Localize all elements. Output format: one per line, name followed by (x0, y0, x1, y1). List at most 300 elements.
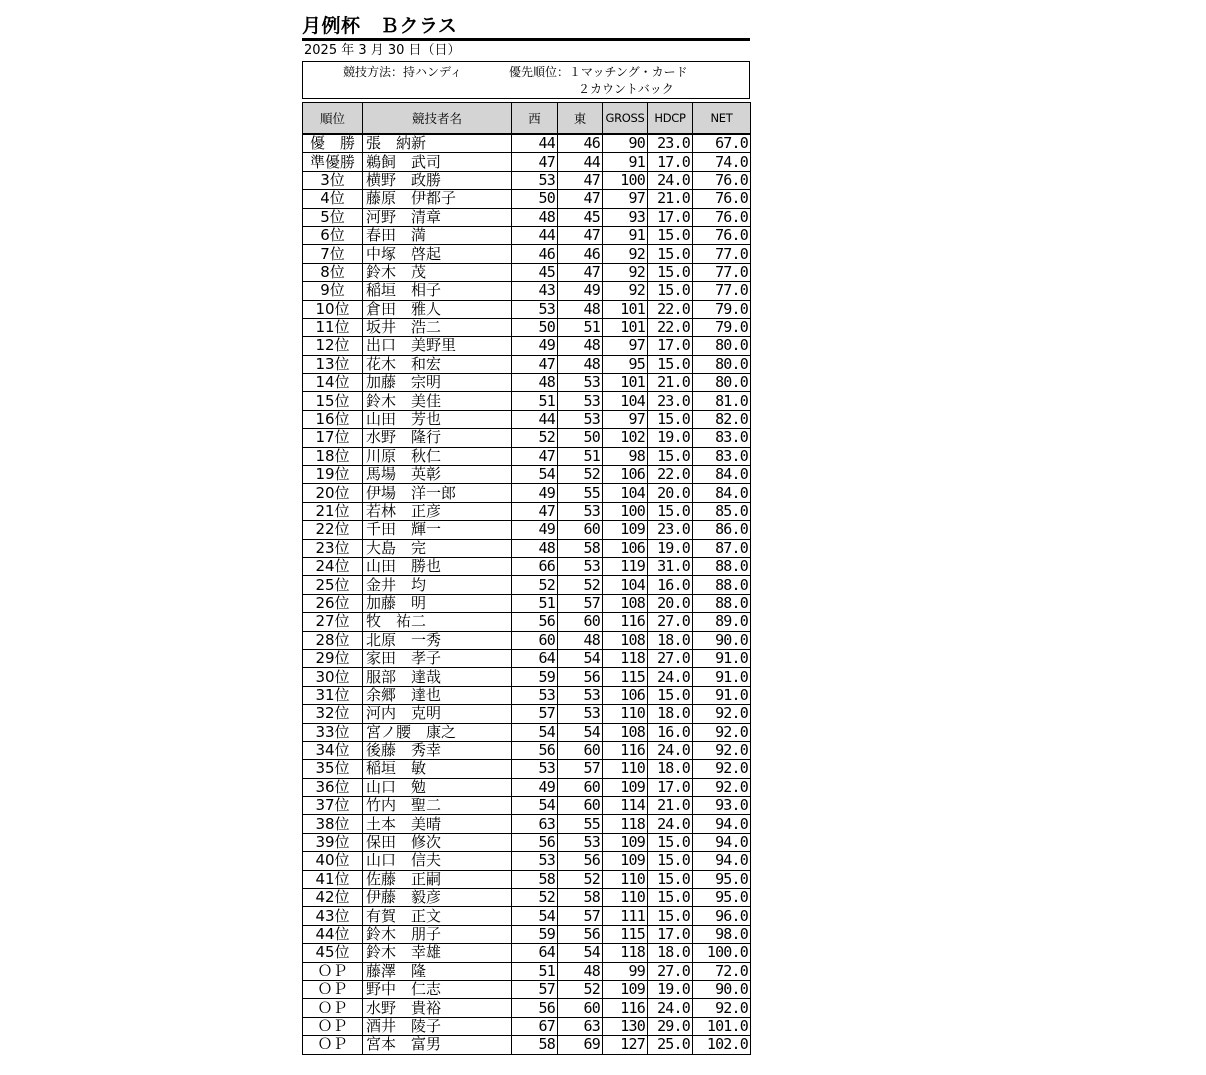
gross-cell: 106 (603, 466, 648, 484)
gross-cell: 114 (603, 797, 648, 815)
west-score-cell: 54 (512, 907, 558, 925)
east-score-cell: 54 (558, 649, 603, 667)
net-cell: 93.0 (693, 797, 751, 815)
west-score-cell: 63 (512, 815, 558, 833)
table-row (303, 484, 751, 502)
priority-rule-2: ２カウントバック (578, 82, 674, 96)
west-score-cell: 56 (512, 833, 558, 851)
name-cell: 後藤 秀幸 (363, 741, 512, 759)
west-score-cell: 47 (512, 502, 558, 520)
name-cell: 藤原 伊都子 (363, 190, 512, 208)
gross-cell: 104 (603, 576, 648, 594)
hdcp-cell: 15.0 (648, 833, 693, 851)
east-score-cell: 47 (558, 171, 603, 189)
west-score-cell: 44 (512, 410, 558, 428)
name-cell: 坂井 浩二 (363, 318, 512, 336)
table-row (303, 263, 751, 281)
rank-cell: ＯＰ (303, 980, 363, 998)
hdcp-cell: 17.0 (648, 208, 693, 226)
east-score-cell: 45 (558, 208, 603, 226)
table-row (303, 649, 751, 667)
east-score-cell: 44 (558, 153, 603, 171)
west-score-cell: 58 (512, 870, 558, 888)
hdcp-cell: 22.0 (648, 300, 693, 318)
table-row (303, 282, 751, 300)
east-score-cell: 48 (558, 337, 603, 355)
rank-cell: 16位 (303, 410, 363, 428)
name-cell: 野中 仁志 (363, 980, 512, 998)
net-cell: 92.0 (693, 760, 751, 778)
page-title: 月例杯 Ｂクラス (302, 15, 458, 37)
west-score-cell: 51 (512, 962, 558, 980)
name-cell: 鈴木 茂 (363, 263, 512, 281)
west-score-cell: 60 (512, 631, 558, 649)
net-cell: 76.0 (693, 190, 751, 208)
table-row (303, 557, 751, 575)
hdcp-cell: 15.0 (648, 282, 693, 300)
east-score-cell: 56 (558, 668, 603, 686)
hdcp-cell: 15.0 (648, 686, 693, 704)
name-cell: 大島 完 (363, 539, 512, 557)
west-score-cell: 58 (512, 1036, 558, 1054)
gross-cell: 116 (603, 613, 648, 631)
east-score-cell: 55 (558, 815, 603, 833)
west-score-cell: 64 (512, 944, 558, 962)
west-score-cell: 50 (512, 318, 558, 336)
east-score-cell: 50 (558, 429, 603, 447)
gross-cell: 92 (603, 263, 648, 281)
table-row (303, 1017, 751, 1035)
net-cell: 88.0 (693, 576, 751, 594)
net-cell: 79.0 (693, 318, 751, 336)
east-score-cell: 53 (558, 705, 603, 723)
west-score-cell: 54 (512, 466, 558, 484)
table-row (303, 741, 751, 759)
east-score-cell: 60 (558, 521, 603, 539)
west-score-cell: 56 (512, 741, 558, 759)
table-row (303, 1036, 751, 1054)
table-row (303, 429, 751, 447)
hdcp-cell: 19.0 (648, 980, 693, 998)
hdcp-cell: 15.0 (648, 502, 693, 520)
west-score-cell: 52 (512, 576, 558, 594)
west-score-cell: 67 (512, 1017, 558, 1035)
east-score-cell: 47 (558, 263, 603, 281)
east-score-cell: 53 (558, 833, 603, 851)
table-row (303, 723, 751, 741)
rank-cell: 準優勝 (303, 153, 363, 171)
net-cell: 81.0 (693, 392, 751, 410)
east-score-cell: 57 (558, 594, 603, 612)
name-cell: 出口 美野里 (363, 337, 512, 355)
west-score-cell: 53 (512, 760, 558, 778)
table-row (303, 925, 751, 943)
west-score-cell: 53 (512, 686, 558, 704)
table-row (303, 539, 751, 557)
net-cell: 100.0 (693, 944, 751, 962)
hdcp-cell: 27.0 (648, 962, 693, 980)
west-score-cell: 53 (512, 171, 558, 189)
hdcp-cell: 15.0 (648, 447, 693, 465)
rank-cell: 45位 (303, 944, 363, 962)
hdcp-cell: 15.0 (648, 410, 693, 428)
name-cell: 張 納新 (363, 134, 512, 153)
east-score-cell: 53 (558, 392, 603, 410)
hdcp-cell: 20.0 (648, 484, 693, 502)
net-cell: 77.0 (693, 282, 751, 300)
gross-cell: 108 (603, 723, 648, 741)
gross-cell: 109 (603, 833, 648, 851)
name-cell: 北原 一秀 (363, 631, 512, 649)
rank-cell: 3位 (303, 171, 363, 189)
hdcp-cell: 16.0 (648, 723, 693, 741)
hdcp-cell: 17.0 (648, 337, 693, 355)
rank-cell: 10位 (303, 300, 363, 318)
gross-cell: 98 (603, 447, 648, 465)
gross-cell: 104 (603, 484, 648, 502)
east-score-cell: 48 (558, 962, 603, 980)
west-score-cell: 47 (512, 355, 558, 373)
name-cell: 若林 正彦 (363, 502, 512, 520)
rank-cell: 30位 (303, 668, 363, 686)
table-row (303, 668, 751, 686)
hdcp-cell: 15.0 (648, 263, 693, 281)
col-header-east: 東 (558, 103, 603, 135)
name-cell: 山口 勉 (363, 778, 512, 796)
table-row (303, 594, 751, 612)
rank-cell: 34位 (303, 741, 363, 759)
net-cell: 91.0 (693, 668, 751, 686)
name-cell: 有賀 正文 (363, 907, 512, 925)
west-score-cell: 49 (512, 337, 558, 355)
rank-cell: ＯＰ (303, 999, 363, 1017)
name-cell: 水野 隆行 (363, 429, 512, 447)
table-row (303, 686, 751, 704)
gross-cell: 130 (603, 1017, 648, 1035)
net-cell: 67.0 (693, 134, 751, 153)
hdcp-cell: 16.0 (648, 576, 693, 594)
hdcp-cell: 18.0 (648, 705, 693, 723)
hdcp-cell: 18.0 (648, 631, 693, 649)
name-cell: 鵜飼 武司 (363, 153, 512, 171)
gross-cell: 111 (603, 907, 648, 925)
name-cell: 山田 勝也 (363, 557, 512, 575)
east-score-cell: 48 (558, 355, 603, 373)
rank-cell: 42位 (303, 889, 363, 907)
hdcp-cell: 21.0 (648, 797, 693, 815)
rank-cell: 43位 (303, 907, 363, 925)
hdcp-cell: 20.0 (648, 594, 693, 612)
rank-cell: 優 勝 (303, 134, 363, 153)
name-cell: 家田 孝子 (363, 649, 512, 667)
east-score-cell: 52 (558, 980, 603, 998)
name-cell: 山田 芳也 (363, 410, 512, 428)
east-score-cell: 54 (558, 944, 603, 962)
name-cell: 水野 貴裕 (363, 999, 512, 1017)
rank-cell: 39位 (303, 833, 363, 851)
rank-cell: 33位 (303, 723, 363, 741)
hdcp-cell: 24.0 (648, 741, 693, 759)
rank-cell: 15位 (303, 392, 363, 410)
gross-cell: 97 (603, 410, 648, 428)
gross-cell: 101 (603, 300, 648, 318)
east-score-cell: 47 (558, 226, 603, 244)
table-row (303, 208, 751, 226)
table-row (303, 944, 751, 962)
west-score-cell: 52 (512, 429, 558, 447)
gross-cell: 115 (603, 668, 648, 686)
gross-cell: 100 (603, 502, 648, 520)
name-cell: 鈴木 幸雄 (363, 944, 512, 962)
name-cell: 土本 美晴 (363, 815, 512, 833)
rank-cell: 22位 (303, 521, 363, 539)
name-cell: 余郷 達也 (363, 686, 512, 704)
east-score-cell: 52 (558, 576, 603, 594)
net-cell: 74.0 (693, 153, 751, 171)
hdcp-cell: 24.0 (648, 668, 693, 686)
net-cell: 94.0 (693, 833, 751, 851)
hdcp-cell: 19.0 (648, 539, 693, 557)
gross-cell: 118 (603, 649, 648, 667)
net-cell: 84.0 (693, 466, 751, 484)
gross-cell: 101 (603, 318, 648, 336)
table-row (303, 153, 751, 171)
gross-cell: 97 (603, 190, 648, 208)
net-cell: 86.0 (693, 521, 751, 539)
event-date: 2025 年 3 月 30 日（日） (304, 43, 461, 58)
east-score-cell: 69 (558, 1036, 603, 1054)
table-row (303, 999, 751, 1017)
net-cell: 87.0 (693, 539, 751, 557)
rank-cell: 23位 (303, 539, 363, 557)
east-score-cell: 52 (558, 466, 603, 484)
rank-cell: 40位 (303, 852, 363, 870)
rank-cell: 8位 (303, 263, 363, 281)
table-row (303, 889, 751, 907)
name-cell: 保田 修次 (363, 833, 512, 851)
hdcp-cell: 23.0 (648, 134, 693, 153)
net-cell: 91.0 (693, 649, 751, 667)
competition-method: 競技方法：持ハンディ (343, 65, 463, 79)
east-score-cell: 53 (558, 374, 603, 392)
name-cell: 花木 和宏 (363, 355, 512, 373)
table-row (303, 907, 751, 925)
net-cell: 92.0 (693, 999, 751, 1017)
net-cell: 79.0 (693, 300, 751, 318)
west-score-cell: 51 (512, 392, 558, 410)
west-score-cell: 49 (512, 484, 558, 502)
net-cell: 83.0 (693, 429, 751, 447)
col-header-gross: GROSS (603, 103, 648, 135)
west-score-cell: 45 (512, 263, 558, 281)
name-cell: 鈴木 美佳 (363, 392, 512, 410)
east-score-cell: 60 (558, 613, 603, 631)
gross-cell: 119 (603, 557, 648, 575)
gross-cell: 118 (603, 944, 648, 962)
name-cell: 山口 信夫 (363, 852, 512, 870)
gross-cell: 90 (603, 134, 648, 153)
gross-cell: 109 (603, 980, 648, 998)
name-cell: 鈴木 朋子 (363, 925, 512, 943)
name-cell: 馬場 英彰 (363, 466, 512, 484)
table-row (303, 318, 751, 336)
east-score-cell: 53 (558, 686, 603, 704)
rank-cell: 25位 (303, 576, 363, 594)
net-cell: 92.0 (693, 778, 751, 796)
table-row (303, 980, 751, 998)
gross-cell: 108 (603, 594, 648, 612)
rank-cell: 26位 (303, 594, 363, 612)
net-cell: 88.0 (693, 557, 751, 575)
east-score-cell: 51 (558, 318, 603, 336)
west-score-cell: 53 (512, 300, 558, 318)
east-score-cell: 51 (558, 447, 603, 465)
net-cell: 92.0 (693, 705, 751, 723)
net-cell: 80.0 (693, 374, 751, 392)
gross-cell: 99 (603, 962, 648, 980)
hdcp-cell: 22.0 (648, 318, 693, 336)
gross-cell: 116 (603, 999, 648, 1017)
east-score-cell: 56 (558, 852, 603, 870)
rank-cell: 37位 (303, 797, 363, 815)
hdcp-cell: 31.0 (648, 557, 693, 575)
east-score-cell: 53 (558, 557, 603, 575)
rank-cell: 29位 (303, 649, 363, 667)
east-score-cell: 55 (558, 484, 603, 502)
table-row (303, 502, 751, 520)
name-cell: 稲垣 相子 (363, 282, 512, 300)
gross-cell: 102 (603, 429, 648, 447)
table-row (303, 576, 751, 594)
west-score-cell: 49 (512, 521, 558, 539)
rank-cell: 14位 (303, 374, 363, 392)
table-row (303, 833, 751, 851)
table-row (303, 815, 751, 833)
hdcp-cell: 29.0 (648, 1017, 693, 1035)
rank-cell: ＯＰ (303, 1017, 363, 1035)
hdcp-cell: 24.0 (648, 171, 693, 189)
hdcp-cell: 23.0 (648, 521, 693, 539)
west-score-cell: 66 (512, 557, 558, 575)
table-row (303, 631, 751, 649)
table-row (303, 226, 751, 244)
name-cell: 佐藤 正嗣 (363, 870, 512, 888)
net-cell: 85.0 (693, 502, 751, 520)
name-cell: 金井 均 (363, 576, 512, 594)
table-row (303, 613, 751, 631)
net-cell: 83.0 (693, 447, 751, 465)
name-cell: 加藤 明 (363, 594, 512, 612)
name-cell: 服部 達哉 (363, 668, 512, 686)
net-cell: 77.0 (693, 263, 751, 281)
net-cell: 102.0 (693, 1036, 751, 1054)
rank-cell: 5位 (303, 208, 363, 226)
east-score-cell: 56 (558, 925, 603, 943)
priority-rule-1: 優先順位：１マッチング・カード (509, 65, 688, 79)
hdcp-cell: 17.0 (648, 925, 693, 943)
name-cell: 河野 清章 (363, 208, 512, 226)
east-score-cell: 46 (558, 245, 603, 263)
table-row (303, 337, 751, 355)
hdcp-cell: 24.0 (648, 999, 693, 1017)
east-score-cell: 48 (558, 631, 603, 649)
name-cell: 伊藤 毅彦 (363, 889, 512, 907)
name-cell: 倉田 雅人 (363, 300, 512, 318)
net-cell: 91.0 (693, 686, 751, 704)
gross-cell: 91 (603, 226, 648, 244)
east-score-cell: 57 (558, 760, 603, 778)
east-score-cell: 49 (558, 282, 603, 300)
east-score-cell: 53 (558, 502, 603, 520)
table-row (303, 870, 751, 888)
col-header-hdcp: HDCP (648, 103, 693, 135)
east-score-cell: 60 (558, 797, 603, 815)
gross-cell: 101 (603, 374, 648, 392)
table-row (303, 410, 751, 428)
west-score-cell: 48 (512, 539, 558, 557)
hdcp-cell: 19.0 (648, 429, 693, 447)
table-row (303, 778, 751, 796)
rank-cell: 6位 (303, 226, 363, 244)
table-row (303, 852, 751, 870)
rules-box (302, 61, 750, 99)
rank-cell: 36位 (303, 778, 363, 796)
east-score-cell: 60 (558, 999, 603, 1017)
table-row (303, 705, 751, 723)
net-cell: 77.0 (693, 245, 751, 263)
table-row (303, 447, 751, 465)
rank-cell: 24位 (303, 557, 363, 575)
hdcp-cell: 23.0 (648, 392, 693, 410)
gross-cell: 116 (603, 741, 648, 759)
name-cell: 藤澤 隆 (363, 962, 512, 980)
table-row (303, 797, 751, 815)
east-score-cell: 58 (558, 539, 603, 557)
rank-cell: 4位 (303, 190, 363, 208)
rank-cell: 7位 (303, 245, 363, 263)
east-score-cell: 53 (558, 410, 603, 428)
name-cell: 中塚 啓起 (363, 245, 512, 263)
hdcp-cell: 24.0 (648, 815, 693, 833)
hdcp-cell: 27.0 (648, 613, 693, 631)
hdcp-cell: 18.0 (648, 944, 693, 962)
rank-cell: 28位 (303, 631, 363, 649)
gross-cell: 95 (603, 355, 648, 373)
gross-cell: 106 (603, 686, 648, 704)
west-score-cell: 64 (512, 649, 558, 667)
west-score-cell: 48 (512, 374, 558, 392)
name-cell: 加藤 宗明 (363, 374, 512, 392)
rank-cell: 44位 (303, 925, 363, 943)
hdcp-cell: 17.0 (648, 778, 693, 796)
net-cell: 101.0 (693, 1017, 751, 1035)
hdcp-cell: 27.0 (648, 649, 693, 667)
hdcp-cell: 15.0 (648, 907, 693, 925)
gross-cell: 109 (603, 778, 648, 796)
rank-cell: 21位 (303, 502, 363, 520)
table-row (303, 521, 751, 539)
gross-cell: 108 (603, 631, 648, 649)
rank-cell: 18位 (303, 447, 363, 465)
net-cell: 80.0 (693, 337, 751, 355)
west-score-cell: 47 (512, 153, 558, 171)
name-cell: 伊場 洋一郎 (363, 484, 512, 502)
net-cell: 92.0 (693, 741, 751, 759)
rank-cell: 31位 (303, 686, 363, 704)
gross-cell: 110 (603, 760, 648, 778)
gross-cell: 91 (603, 153, 648, 171)
net-cell: 82.0 (693, 410, 751, 428)
